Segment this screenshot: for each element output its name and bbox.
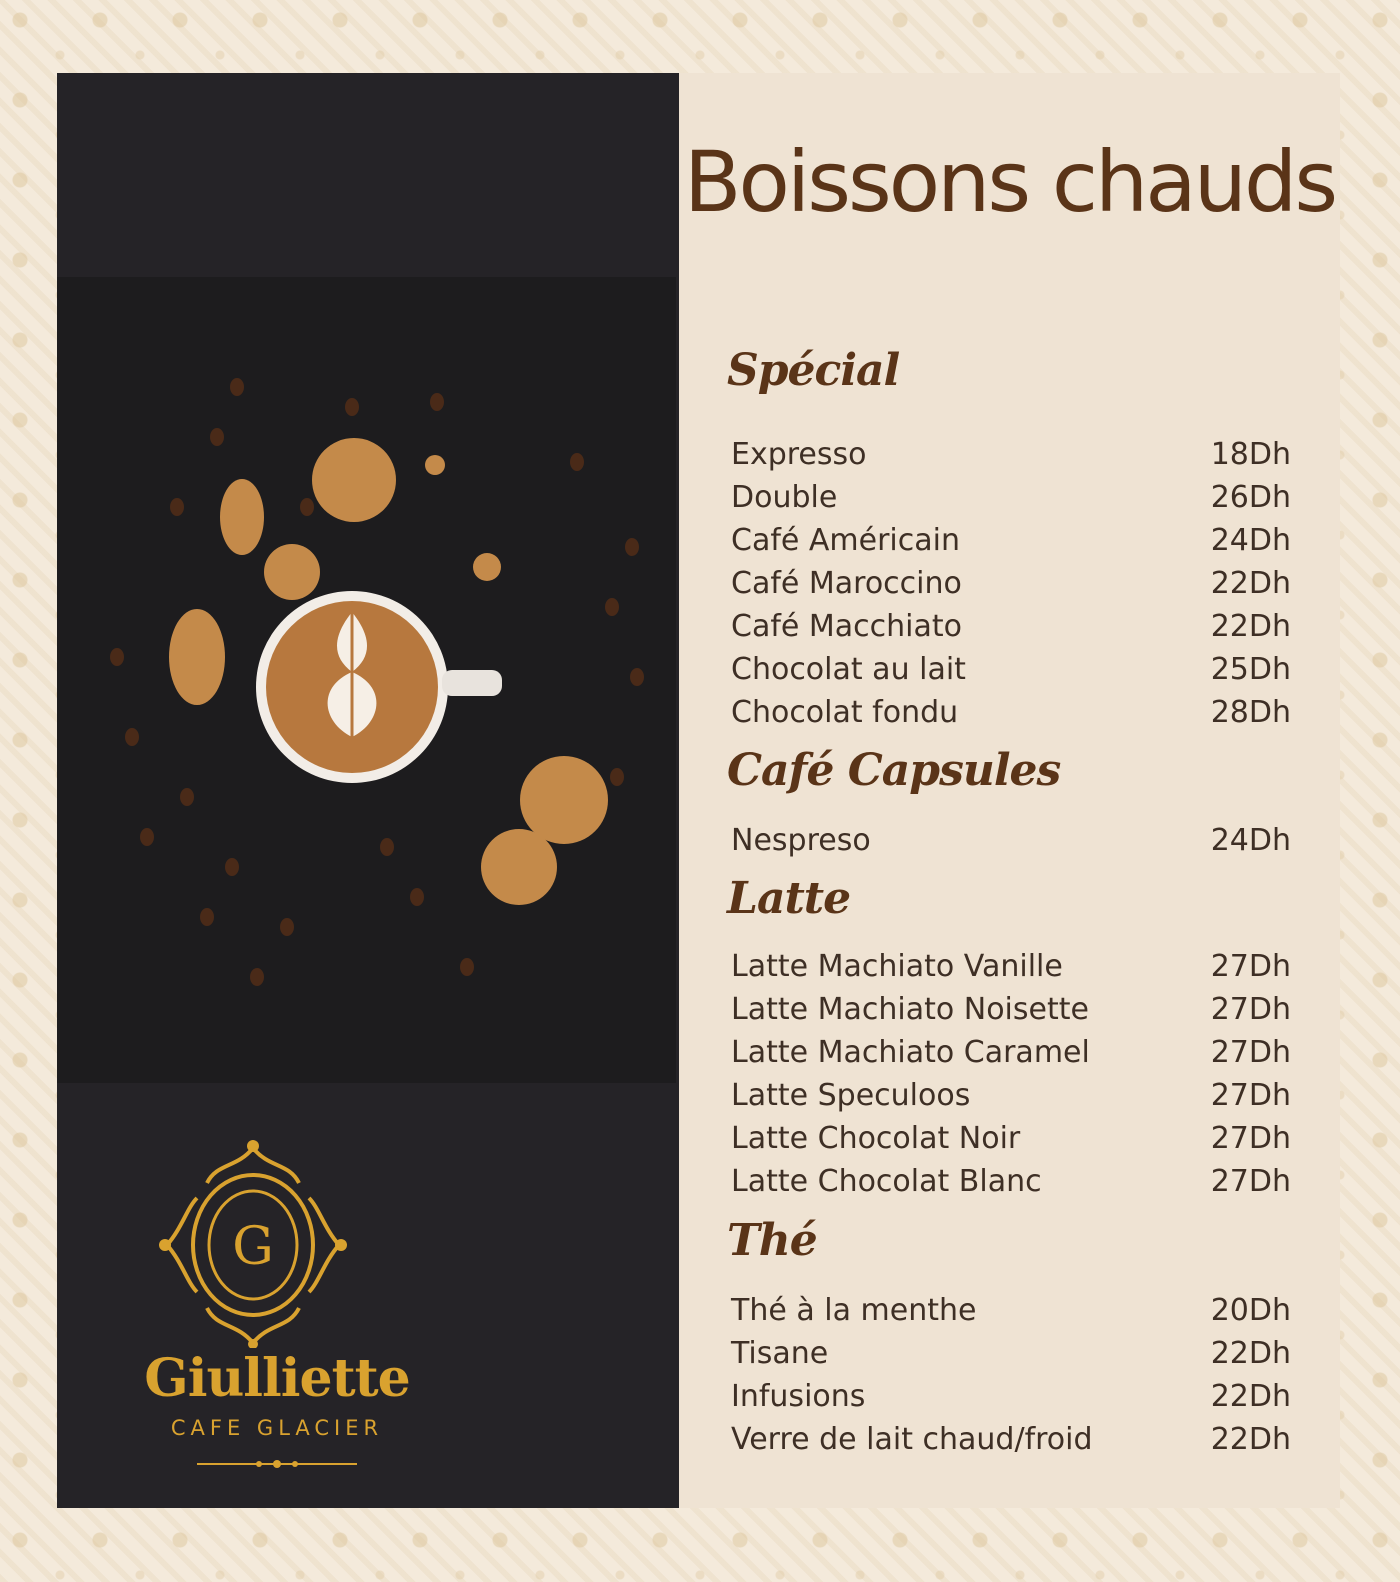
menu-item xyxy=(731,1121,1291,1164)
item-name: Café Macchiato xyxy=(731,609,962,644)
item-price: 22Dh xyxy=(1210,1379,1291,1414)
menu-item xyxy=(731,1293,1291,1336)
item-name: Tisane xyxy=(731,1336,829,1371)
logo-letter: G xyxy=(232,1217,274,1277)
page-title: Boissons chauds xyxy=(683,133,1336,231)
section-title: Thé xyxy=(727,1215,817,1266)
item-name: Latte Machiato Caramel xyxy=(731,1035,1090,1070)
item-price: 22Dh xyxy=(1210,609,1291,644)
item-price: 27Dh xyxy=(1210,992,1291,1027)
item-name: Expresso xyxy=(731,437,867,472)
coffee-photo xyxy=(57,277,676,1083)
item-price: 27Dh xyxy=(1210,1035,1291,1070)
item-price: 18Dh xyxy=(1210,437,1291,472)
menu-item xyxy=(731,480,1291,523)
item-name: Chocolat au lait xyxy=(731,652,966,687)
item-price: 27Dh xyxy=(1210,1078,1291,1113)
divider-ornament-icon xyxy=(137,1456,417,1472)
menu-item xyxy=(731,949,1291,992)
menu-item xyxy=(731,523,1291,566)
item-name: Thé à la menthe xyxy=(731,1293,977,1328)
menu-item xyxy=(731,1078,1291,1121)
item-name: Latte Chocolat Blanc xyxy=(731,1164,1042,1199)
left-panel xyxy=(57,73,679,1508)
menu-item xyxy=(731,437,1291,480)
item-name: Café Maroccino xyxy=(731,566,962,601)
item-price: 28Dh xyxy=(1210,695,1291,730)
item-price: 22Dh xyxy=(1210,1422,1291,1457)
item-name: Double xyxy=(731,480,838,515)
item-name: Latte Machiato Noisette xyxy=(731,992,1089,1027)
menu-item xyxy=(731,695,1291,738)
item-name: Chocolat fondu xyxy=(731,695,959,730)
item-price: 22Dh xyxy=(1210,566,1291,601)
item-name: Latte Chocolat Noir xyxy=(731,1121,1021,1156)
item-name: Verre de lait chaud/froid xyxy=(731,1422,1093,1457)
item-name: Nespreso xyxy=(731,823,871,858)
item-name: Latte Speculoos xyxy=(731,1078,971,1113)
menu-item xyxy=(731,652,1291,695)
menu-panel xyxy=(679,73,1340,1508)
section-title: Café Capsules xyxy=(727,745,1061,796)
menu-item xyxy=(731,1422,1291,1465)
item-price: 26Dh xyxy=(1210,480,1291,515)
menu-item xyxy=(731,823,1291,866)
item-price: 24Dh xyxy=(1210,823,1291,858)
menu-item xyxy=(731,1164,1291,1207)
brand-logo xyxy=(137,1138,417,1478)
item-price: 27Dh xyxy=(1210,949,1291,984)
brand-tagline: CAFE GLACIER xyxy=(170,1416,384,1440)
menu-item xyxy=(731,609,1291,652)
item-name: Latte Machiato Vanille xyxy=(731,949,1063,984)
item-price: 22Dh xyxy=(1210,1336,1291,1371)
coffee-cup-illustration xyxy=(57,277,676,1083)
section-title: Latte xyxy=(727,873,851,924)
menu-item xyxy=(731,1035,1291,1078)
ornate-frame-icon xyxy=(137,1138,417,1348)
brand-name: Giulliette xyxy=(144,1348,410,1409)
item-price: 27Dh xyxy=(1210,1121,1291,1156)
item-price: 24Dh xyxy=(1210,523,1291,558)
menu-item xyxy=(731,566,1291,609)
item-price: 27Dh xyxy=(1210,1164,1291,1199)
item-price: 20Dh xyxy=(1210,1293,1291,1328)
menu-card xyxy=(57,73,1340,1508)
section-title: Spécial xyxy=(727,345,900,396)
item-name: Café Américain xyxy=(731,523,960,558)
item-price: 25Dh xyxy=(1210,652,1291,687)
item-name: Infusions xyxy=(731,1379,866,1414)
menu-item xyxy=(731,1379,1291,1422)
menu-item xyxy=(731,992,1291,1035)
menu-item xyxy=(731,1336,1291,1379)
